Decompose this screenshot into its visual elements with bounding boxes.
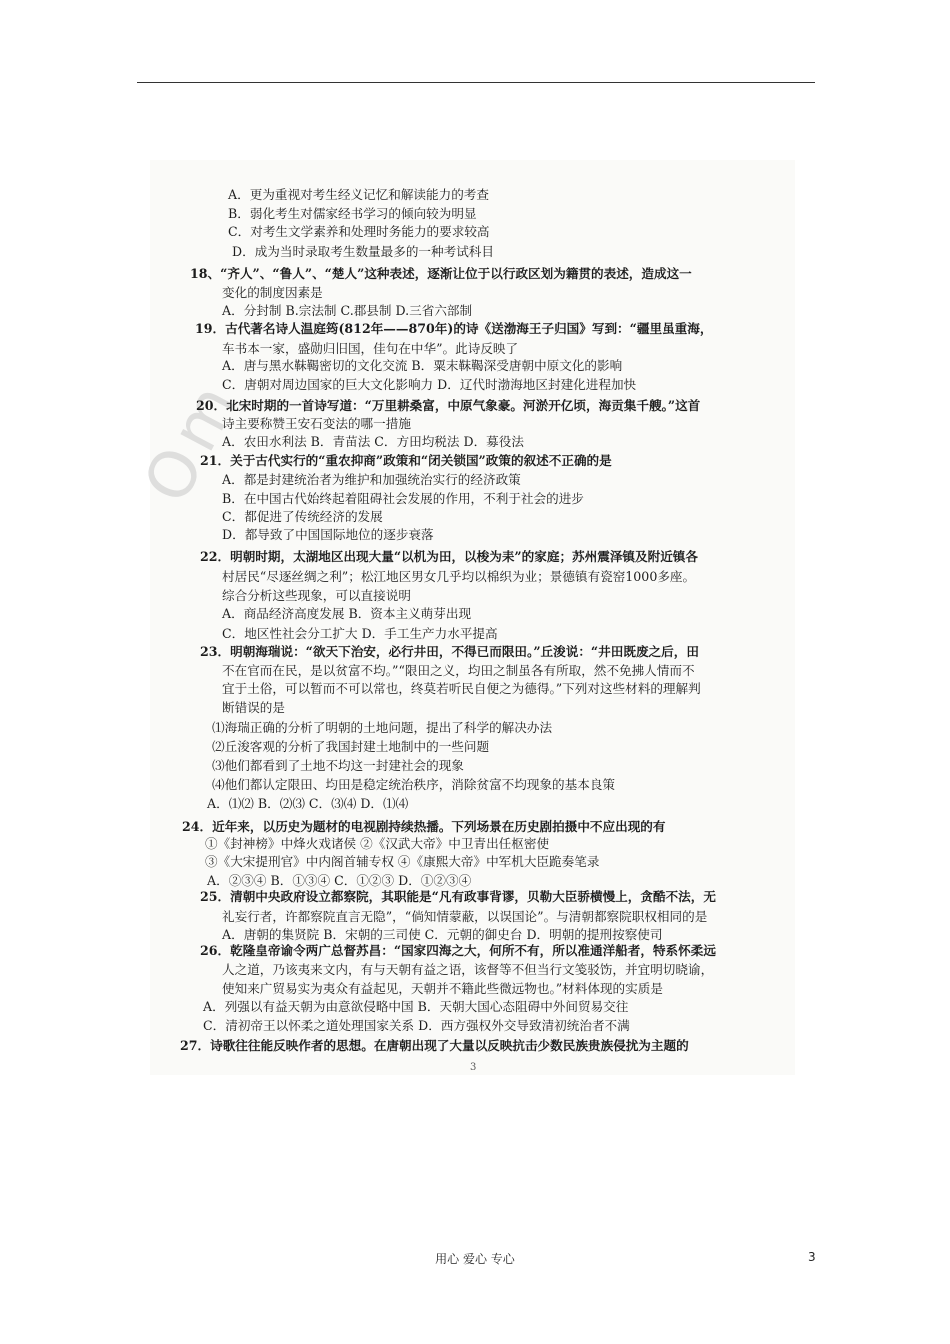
text-line: 不在官而在民，是以贫富不均。”“限田之义，均田之制虽各有所取，然不免拂人情而不 [222, 663, 695, 678]
text-line: 27．诗歌往往能反映作者的思想。在唐朝出现了大量以反映抗击少数民族贵族侵扰为主题的 [180, 1038, 689, 1053]
text-line: C．清初帝王以怀柔之道处理国家关系 D．西方强权外交导致清初统治者不满 [203, 1018, 630, 1033]
text-line: 断错误的是 [222, 700, 285, 715]
text-line: D．成为当时录取考生数量最多的一种考试科目 [232, 244, 494, 259]
text-line: 综合分析这些现象，可以直接说明 [222, 588, 411, 603]
text-line: 20．北宋时期的一首诗写道：“万里耕桑富，中原气象豪。河淤开亿顷，海贡集千艘。”这首 [196, 398, 701, 413]
text-line: 车书本一家，盛勋归旧国，佳句在中华”。此诗反映了 [222, 341, 519, 356]
text-line: A．列强以有益天朝为由意欲侵略中国 B．天朝大国心态阻碍中外间贸易交往 [203, 999, 629, 1014]
text-line: 25．清朝中央政府设立都察院，其职能是“凡有政事背谬，贝勒大臣骄横慢上，贪酷不法，无 [200, 889, 716, 904]
text-line: ⑷他们都认定限田、均田是稳定统治秩序，消除贫富不均现象的基本良策 [212, 777, 615, 792]
text-line: A．农田水利法 B．青苗法 C．方田均税法 D．募役法 [222, 434, 524, 449]
text-line: B．在中国古代始终起着阻碍社会发展的作用，不利于社会的进步 [222, 491, 584, 506]
text-line: 使知来广贸易实为夷众有益起见，天朝并不籍此些微远物也。”材料体现的实质是 [222, 981, 663, 996]
text-line: D．都导致了中国国际地位的逐步衰落 [222, 527, 434, 542]
text-line: ①《封神榜》中烽火戏诸侯 ②《汉武大帝》中卫青出任枢密使 [205, 836, 550, 851]
text-line: 24．近年来，以历史为题材的电视剧持续热播。下列场景在历史剧拍摄中不应出现的有 [182, 819, 666, 834]
text-line: A．都是封建统治者为维护和加强统治实行的经济政策 [222, 472, 521, 487]
text-line: C．都促进了传统经济的发展 [222, 509, 383, 524]
header-rule [137, 82, 815, 83]
text-line: 变化的制度因素是 [222, 285, 323, 300]
text-line: ⑶他们都看到了土地不均这一封建社会的现象 [212, 758, 464, 773]
text-line: A．更为重视对考生经义记忆和解读能力的考查 [228, 187, 489, 202]
text-line: 22．明朝时期，太湖地区出现大量“以机为田，以梭为耒”的家庭；苏州震泽镇及附近镇各 [200, 549, 698, 564]
page-number: 3 [808, 1250, 816, 1264]
text-line: ⑵丘浚客观的分析了我国封建土地制中的一些问题 [212, 739, 490, 754]
text-line: C．地区性社会分工扩大 D．手工生产力水平提高 [222, 626, 498, 641]
text-line: 诗主要称赞王安石变法的哪一措施 [222, 416, 411, 431]
text-line: A．商品经济高度发展 B．资本主义萌芽出现 [222, 606, 472, 621]
footer-text: 用心 爱心 专心 [435, 1252, 515, 1266]
text-line: 宜于土俗，可以暂而不可以常也，终莫若听民自便之为德得。”下列对这些材料的理解判 [222, 681, 701, 696]
scan-page-number: 3 [470, 1062, 477, 1073]
text-line: 人之道，乃该夷来文内，有与天朝有益之语，该督等不但当行文笺驳饬，并宜明切晓谕， [222, 962, 714, 977]
text-line: 26．乾隆皇帝谕令两广总督苏昌：“国家四海之大，何所不有，所以准通洋船者，特系怀柔远 [200, 943, 716, 958]
text-line: A．分封制 B.宗法制 C.郡县制 D.三省六部制 [222, 303, 473, 318]
text-line: A．⑴⑵ B．⑵⑶ C．⑶⑷ D．⑴⑷ [207, 796, 409, 811]
watermark: Om [130, 366, 256, 515]
text-line: 21．关于古代实行的“重农抑商”政策和“闭关锁国”政策的叙述不正确的是 [200, 453, 612, 468]
text-line: C．对考生文学素养和处理时务能力的要求较高 [228, 224, 490, 239]
text-line: 村居民“尽逐丝绸之利”；松江地区男女几乎均以棉织为业；景德镇有瓷窑1000多座。 [222, 569, 696, 584]
text-line: 18、“齐人”、“鲁人”、“楚人”这种表述，逐渐让位于以行政区划为籍贯的表述，造成这一 [190, 266, 692, 281]
text-line: A．唐朝的集贤院 B．宋朝的三司使 C．元朝的御史台 D．明朝的提刑按察使司 [222, 927, 663, 942]
text-line: ⑴海瑞正确的分析了明朝的土地问题，提出了科学的解决办法 [212, 720, 553, 735]
text-line: 23．明朝海瑞说：“欲天下治安，必行井田，不得已而限田。”丘浚说：“井田既废之后，田 [200, 644, 699, 659]
text-line: B．弱化考生对儒家经书学习的倾向较为明显 [228, 206, 477, 221]
text-line: A．②③④ B．①③④ C．①②③ D．①②③④ [207, 873, 472, 888]
text-line: C．唐朝对周边国家的巨大文化影响力 D．辽代时渤海地区封建化进程加快 [222, 377, 637, 392]
text-line: A．唐与黑水靺鞨密切的文化交流 B．粟末靺鞨深受唐朝中原文化的影响 [222, 358, 623, 373]
text-line: 礼妄行者，许都察院直言无隐”，“倘知情蒙蔽，以误国论”。与清朝都察院职权相同的是 [222, 909, 708, 924]
text-line: 19．古代著名诗人温庭筠(812年——870年)的诗《送渤海王子归国》写到：“疆里虽重海， [195, 321, 713, 336]
text-line: ③《大宋提刑官》中内阁首辅专权 ④《康熙大帝》中军机大臣跪奏笔录 [205, 854, 600, 869]
